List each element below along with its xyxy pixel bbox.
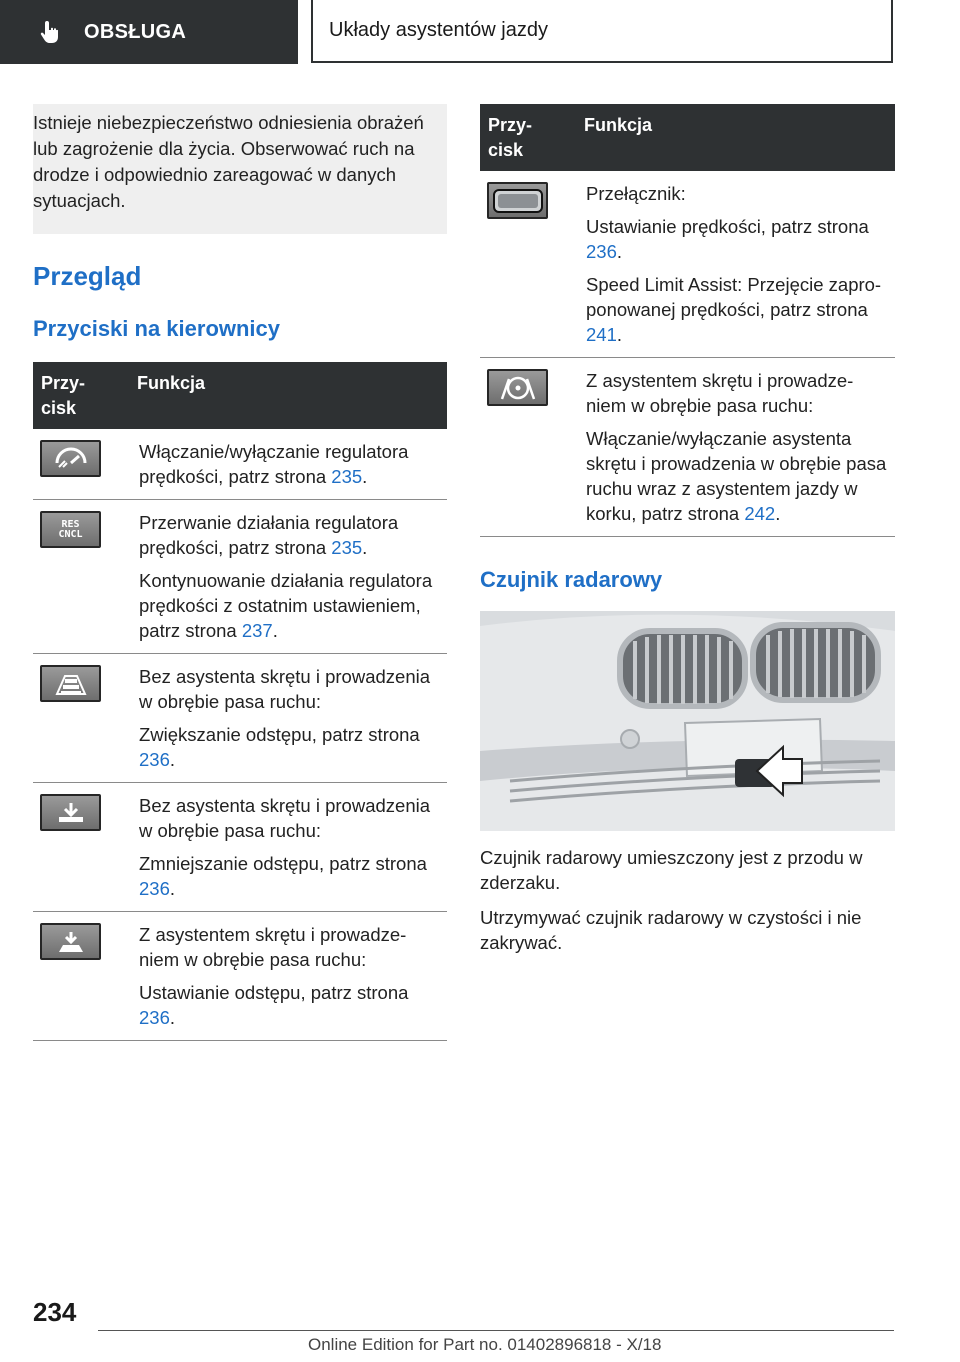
punctuation: . xyxy=(616,241,623,262)
page-number: 234 xyxy=(33,1297,77,1327)
table-row xyxy=(480,358,895,537)
rocker-switch-icon xyxy=(487,182,548,219)
col-header-button: Przy- cisk xyxy=(33,362,129,429)
punctuation: . xyxy=(169,749,176,770)
function-cell xyxy=(129,783,447,912)
function-text-body: Speed Limit Assist: Przejęcie zapro-ponowanej prędkości, patrz strona xyxy=(586,274,882,320)
function-cell xyxy=(129,500,447,654)
function-cell xyxy=(129,429,447,500)
function-text xyxy=(139,922,441,972)
footer-divider xyxy=(98,1330,894,1331)
page-reference-link[interactable]: 242 xyxy=(744,503,776,524)
right-column xyxy=(480,104,895,955)
page-reference-link[interactable]: 236 xyxy=(586,241,617,262)
radar-heading: Czujnik radarowy xyxy=(480,567,663,592)
steering-lane-assist-icon-glyph xyxy=(498,375,538,401)
function-text-body: Ustawianie prędkości, patrz strona xyxy=(586,216,869,237)
function-text-body: Włączanie/wyłączanie regulatora prędkości, patrz strona xyxy=(139,441,409,487)
function-text xyxy=(139,980,441,1030)
function-text xyxy=(139,510,441,560)
radar-sensor-photo xyxy=(480,611,895,831)
col-header-button: Przy- cisk xyxy=(480,104,576,171)
warning-text: Istnieje niebezpieczeństwo odniesienia obrażeń lub zagrożenie dla życia. Obserwować ruch na drodze i odpowiednio zareagować w danych sytuacjach. xyxy=(33,112,424,211)
function-text-body: Ustawianie odstępu, patrz strona xyxy=(139,982,409,1003)
buttons-table-right xyxy=(480,104,895,537)
table-row xyxy=(33,429,447,500)
function-cell xyxy=(129,654,447,783)
radar-caption-1: Czujnik radarowy umieszczony jest z przodu w zderzaku. xyxy=(480,847,863,893)
page-reference-link[interactable]: 236 xyxy=(139,878,170,899)
page-reference-link[interactable]: 237 xyxy=(241,620,273,641)
function-text xyxy=(586,181,889,206)
distance-set-icon-glyph xyxy=(51,930,91,954)
buttons-table-left xyxy=(33,362,447,1041)
button-cell xyxy=(480,171,576,358)
steering-lane-assist-icon xyxy=(487,369,548,406)
distance-set-icon xyxy=(40,923,101,960)
cruise-control-icon-glyph xyxy=(53,447,89,471)
buttons-subheading: Przyciski na kierownicy xyxy=(33,316,281,341)
function-text xyxy=(139,793,441,843)
punctuation: . xyxy=(775,503,781,524)
chapter-title: Układy asystentów jazdy xyxy=(329,19,548,41)
function-text-body: Bez asystenta skrętu i prowadzenia w obrębie pasa ruchu: xyxy=(139,795,431,841)
function-cell xyxy=(576,171,895,358)
page-reference-link[interactable]: 236 xyxy=(139,749,170,770)
col-header-function: Funkcja xyxy=(576,104,895,171)
warning-box xyxy=(33,104,447,234)
function-text-body: Bez asystenta skrętu i prowadzenia w obrębie pasa ruchu: xyxy=(139,666,431,712)
hand-pointer-icon xyxy=(38,19,64,45)
function-text xyxy=(586,214,889,264)
function-text xyxy=(139,664,441,714)
table-row xyxy=(33,912,447,1041)
chapter-tab xyxy=(311,0,893,63)
page-reference-link[interactable]: 241 xyxy=(586,324,617,345)
button-cell xyxy=(33,783,129,912)
button-cell xyxy=(33,500,129,654)
edition-note: Online Edition for Part no. 01402896818 - X/18 xyxy=(308,1335,662,1354)
function-text-body: Zmniejszanie odstępu, patrz strona xyxy=(139,853,427,874)
table-row xyxy=(480,171,895,358)
function-text-body: Przerwanie działania regulatora prędkości, patrz strona xyxy=(139,512,399,558)
punctuation: . xyxy=(272,620,278,641)
left-column xyxy=(33,104,447,1041)
overview-heading: Przegląd xyxy=(33,261,142,291)
page-reference-link[interactable]: 236 xyxy=(139,1007,170,1028)
function-text xyxy=(586,272,889,347)
table-row xyxy=(33,654,447,783)
distance-decrease-icon-glyph xyxy=(51,801,91,825)
rocker-switch-icon-glyph xyxy=(492,187,544,215)
punctuation: . xyxy=(169,1007,176,1028)
distance-increase-icon-glyph xyxy=(51,672,91,696)
function-text-body: Włączanie/wyłączanie asystenta skrętu i prowadzenia w obrębie pasa ruchu wraz z asystentem jazdy w korku, patrz strona xyxy=(586,428,887,524)
radar-caption-2: Utrzymywać czujnik radarowy w czystości i nie zakrywać. xyxy=(480,907,862,953)
function-text xyxy=(139,851,441,901)
table-row xyxy=(33,500,447,654)
function-cell xyxy=(576,358,895,537)
button-cell xyxy=(33,912,129,1041)
cruise-control-icon xyxy=(40,440,101,477)
distance-increase-icon xyxy=(40,665,101,702)
button-cell xyxy=(33,429,129,500)
punctuation: . xyxy=(169,878,176,899)
radar-caption xyxy=(480,845,895,955)
punctuation: . xyxy=(362,537,368,558)
function-text-body: Kontynuowanie działania regulatora prędkości z ostatnim ustawieniem, patrz strona xyxy=(139,570,433,641)
section-title: OBSŁUGA xyxy=(84,20,187,43)
page-reference-link[interactable]: 235 xyxy=(331,466,363,487)
res-cncl-icon-label: RES xyxy=(61,518,80,530)
function-text xyxy=(586,426,889,526)
function-text xyxy=(139,439,441,489)
punctuation: . xyxy=(362,466,368,487)
res-cncl-icon-label: CNCL xyxy=(58,528,83,540)
table-row xyxy=(33,783,447,912)
distance-decrease-icon xyxy=(40,794,101,831)
function-text xyxy=(139,568,441,643)
function-text-body: Z asystentem skrętu i prowadze-niem w obrębie pasa ruchu: xyxy=(139,924,407,970)
function-text xyxy=(586,368,889,418)
function-text-body: Zwiększanie odstępu, patrz strona xyxy=(139,724,420,745)
button-cell xyxy=(33,654,129,783)
function-text-body: Przełącznik: xyxy=(586,183,686,204)
section-tab xyxy=(0,0,298,64)
function-text-body: Z asystentem skrętu i prowadze-niem w obrębie pasa ruchu: xyxy=(586,370,854,416)
button-cell xyxy=(480,358,576,537)
punctuation: . xyxy=(616,324,623,345)
res-cncl-icon xyxy=(40,511,101,548)
col-header-function: Funkcja xyxy=(129,362,447,429)
function-cell xyxy=(129,912,447,1041)
page-reference-link[interactable]: 235 xyxy=(331,537,363,558)
function-text xyxy=(139,722,441,772)
